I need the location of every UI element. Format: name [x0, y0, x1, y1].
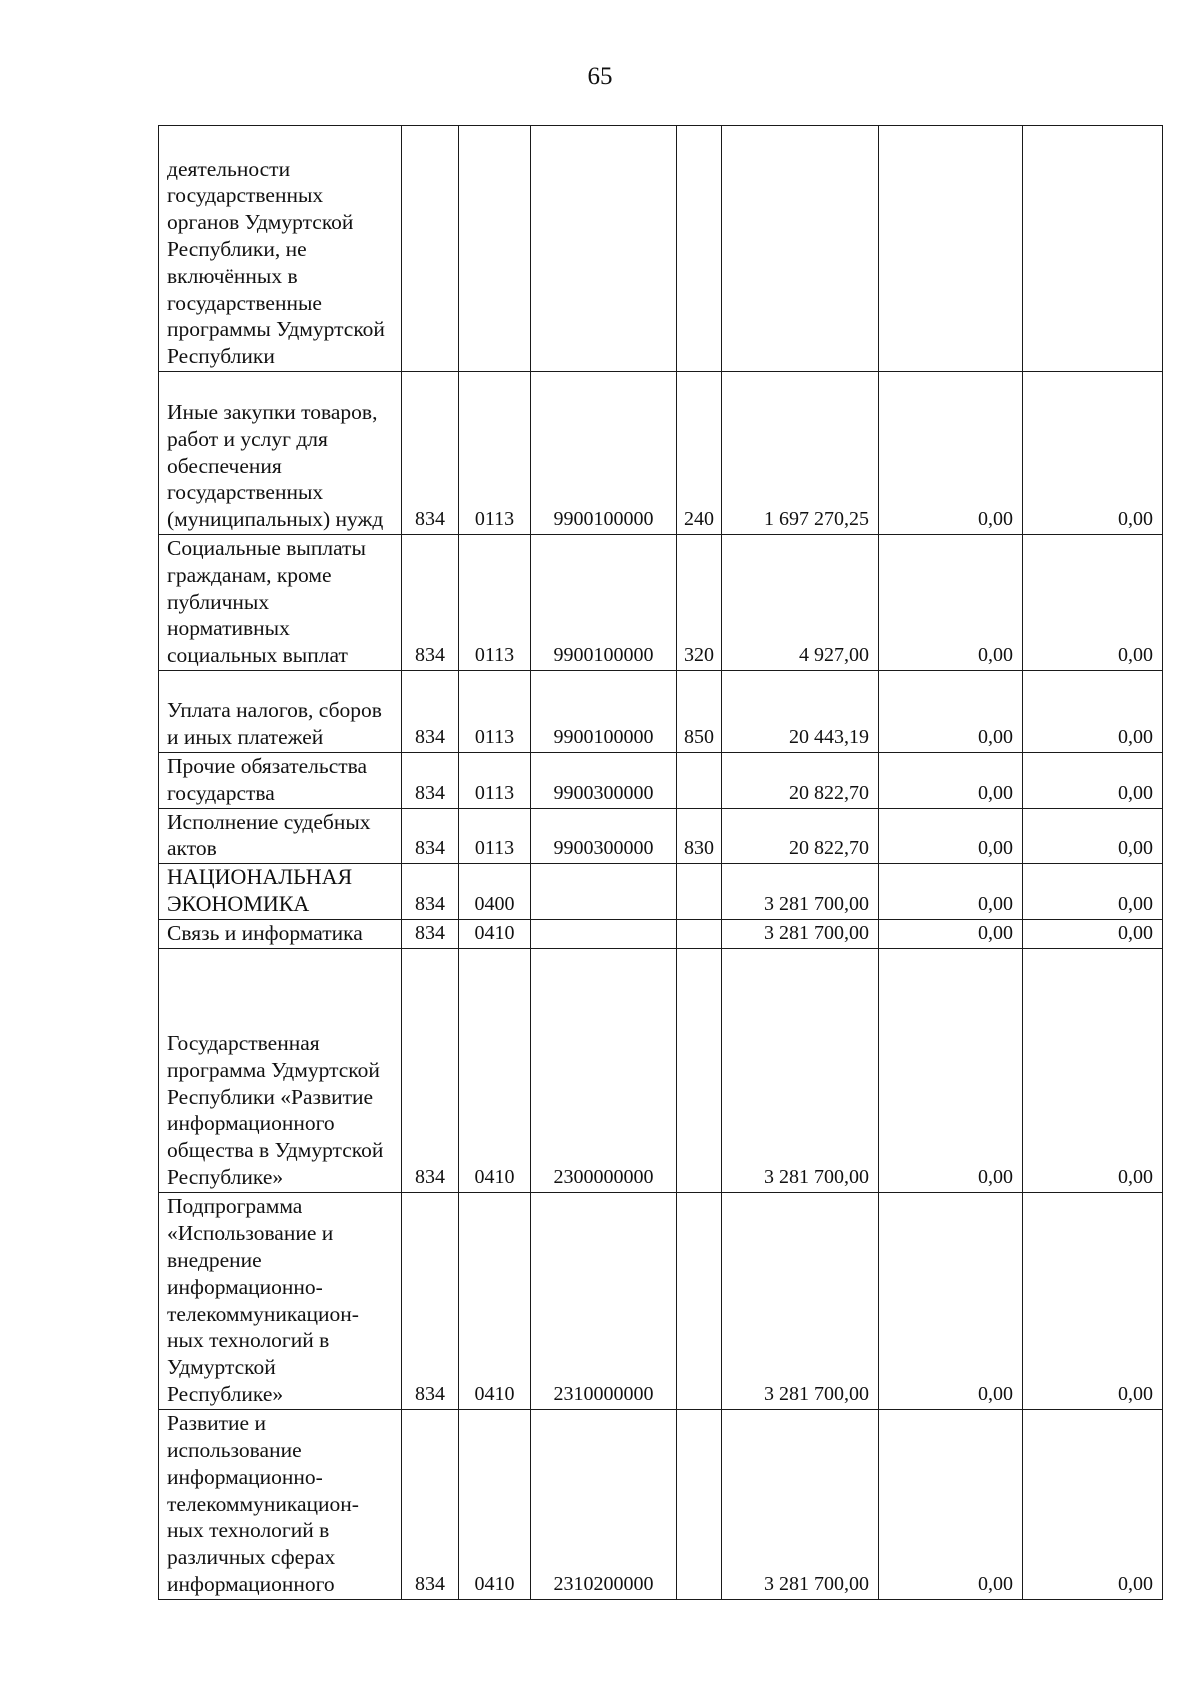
csr-cell: 9900300000	[531, 808, 677, 864]
csr-cell	[531, 126, 677, 372]
csr-cell: 9900100000	[531, 372, 677, 535]
page-number: 65	[587, 63, 613, 90]
vr-cell	[677, 948, 722, 1192]
sum-2-cell: 0,00	[879, 1409, 1023, 1599]
sum-3-cell: 0,00	[1023, 535, 1163, 671]
row-name-cell: Подпрограмма «Использование и внедрение информационно-телекоммуникацион-ных технологий в Удмуртской Республике»	[159, 1192, 402, 1409]
sum-1-cell	[722, 126, 879, 372]
table-row	[159, 753, 1163, 809]
table-row	[159, 1192, 1163, 1409]
sum-3-cell: 0,00	[1023, 919, 1163, 948]
sum-3-cell: 0,00	[1023, 864, 1163, 920]
ved-cell: 834	[402, 535, 459, 671]
csr-cell	[531, 919, 677, 948]
razdel-cell: 0410	[459, 1192, 531, 1409]
csr-cell: 2300000000	[531, 948, 677, 1192]
ved-cell: 834	[402, 864, 459, 920]
table-row	[159, 808, 1163, 864]
ved-cell: 834	[402, 1409, 459, 1599]
sum-1-cell: 3 281 700,00	[722, 1409, 879, 1599]
row-name-cell: Связь и информатика	[159, 919, 402, 948]
sum-1-cell: 3 281 700,00	[722, 864, 879, 920]
ved-cell	[402, 126, 459, 372]
sum-1-cell: 4 927,00	[722, 535, 879, 671]
sum-3-cell: 0,00	[1023, 1192, 1163, 1409]
row-name-cell: Иные закупки товаров, работ и услуг для обеспечения государственных (муниципальных) нужд	[159, 372, 402, 535]
sum-2-cell: 0,00	[879, 919, 1023, 948]
sum-2-cell: 0,00	[879, 535, 1023, 671]
csr-cell: 2310200000	[531, 1409, 677, 1599]
table-row	[159, 126, 1163, 372]
sum-1-cell: 1 697 270,25	[722, 372, 879, 535]
ved-cell: 834	[402, 808, 459, 864]
razdel-cell: 0410	[459, 919, 531, 948]
sum-1-cell: 20 443,19	[722, 671, 879, 753]
sum-3-cell: 0,00	[1023, 753, 1163, 809]
sum-2-cell: 0,00	[879, 372, 1023, 535]
razdel-cell	[459, 126, 531, 372]
vr-cell	[677, 1409, 722, 1599]
row-name-cell: Государственная программа Удмуртской Республики «Развитие информационного общества в Удмуртской Республике»	[159, 948, 402, 1192]
vr-cell	[677, 126, 722, 372]
vr-cell	[677, 864, 722, 920]
sum-3-cell: 0,00	[1023, 808, 1163, 864]
sum-2-cell: 0,00	[879, 864, 1023, 920]
table-row	[159, 535, 1163, 671]
row-name-cell: НАЦИОНАЛЬНАЯ ЭКОНОМИКА	[159, 864, 402, 920]
csr-cell	[531, 864, 677, 920]
row-name-cell: Социальные выплаты гражданам, кроме публичных нормативных социальных выплат	[159, 535, 402, 671]
vr-cell: 830	[677, 808, 722, 864]
sum-3-cell	[1023, 126, 1163, 372]
table-row	[159, 864, 1163, 920]
sum-2-cell	[879, 126, 1023, 372]
ved-cell: 834	[402, 671, 459, 753]
sum-2-cell: 0,00	[879, 1192, 1023, 1409]
sum-2-cell: 0,00	[879, 948, 1023, 1192]
budget-table	[158, 125, 1163, 1600]
sum-1-cell: 20 822,70	[722, 808, 879, 864]
vr-cell: 320	[677, 535, 722, 671]
row-name-cell: деятельности государственных органов Удмуртской Республики, не включённых в государственные программы Удмуртской Республики	[159, 126, 402, 372]
ved-cell: 834	[402, 753, 459, 809]
csr-cell: 9900300000	[531, 753, 677, 809]
table-row	[159, 919, 1163, 948]
sum-3-cell: 0,00	[1023, 372, 1163, 535]
razdel-cell: 0400	[459, 864, 531, 920]
vr-cell	[677, 1192, 722, 1409]
row-name-cell: Развитие и использование информационно-телекоммуникацион-ных технологий в различных сферах информационного	[159, 1409, 402, 1599]
table-row	[159, 1409, 1163, 1599]
row-name-cell: Прочие обязательства государства	[159, 753, 402, 809]
vr-cell: 850	[677, 671, 722, 753]
ved-cell: 834	[402, 919, 459, 948]
table-row	[159, 948, 1163, 1192]
csr-cell: 9900100000	[531, 671, 677, 753]
row-name-cell: Исполнение судебных актов	[159, 808, 402, 864]
sum-3-cell: 0,00	[1023, 1409, 1163, 1599]
sum-1-cell: 3 281 700,00	[722, 1192, 879, 1409]
vr-cell	[677, 753, 722, 809]
sum-2-cell: 0,00	[879, 671, 1023, 753]
sum-1-cell: 20 822,70	[722, 753, 879, 809]
table-row	[159, 671, 1163, 753]
razdel-cell: 0113	[459, 753, 531, 809]
sum-2-cell: 0,00	[879, 753, 1023, 809]
sum-3-cell: 0,00	[1023, 948, 1163, 1192]
ved-cell: 834	[402, 372, 459, 535]
razdel-cell: 0113	[459, 535, 531, 671]
razdel-cell: 0410	[459, 948, 531, 1192]
ved-cell: 834	[402, 1192, 459, 1409]
sum-1-cell: 3 281 700,00	[722, 919, 879, 948]
razdel-cell: 0410	[459, 1409, 531, 1599]
vr-cell	[677, 919, 722, 948]
razdel-cell: 0113	[459, 671, 531, 753]
csr-cell: 9900100000	[531, 535, 677, 671]
razdel-cell: 0113	[459, 808, 531, 864]
table-row	[159, 372, 1163, 535]
razdel-cell: 0113	[459, 372, 531, 535]
sum-1-cell: 3 281 700,00	[722, 948, 879, 1192]
ved-cell: 834	[402, 948, 459, 1192]
vr-cell: 240	[677, 372, 722, 535]
sum-3-cell: 0,00	[1023, 671, 1163, 753]
sum-2-cell: 0,00	[879, 808, 1023, 864]
row-name-cell: Уплата налогов, сборов и иных платежей	[159, 671, 402, 753]
csr-cell: 2310000000	[531, 1192, 677, 1409]
